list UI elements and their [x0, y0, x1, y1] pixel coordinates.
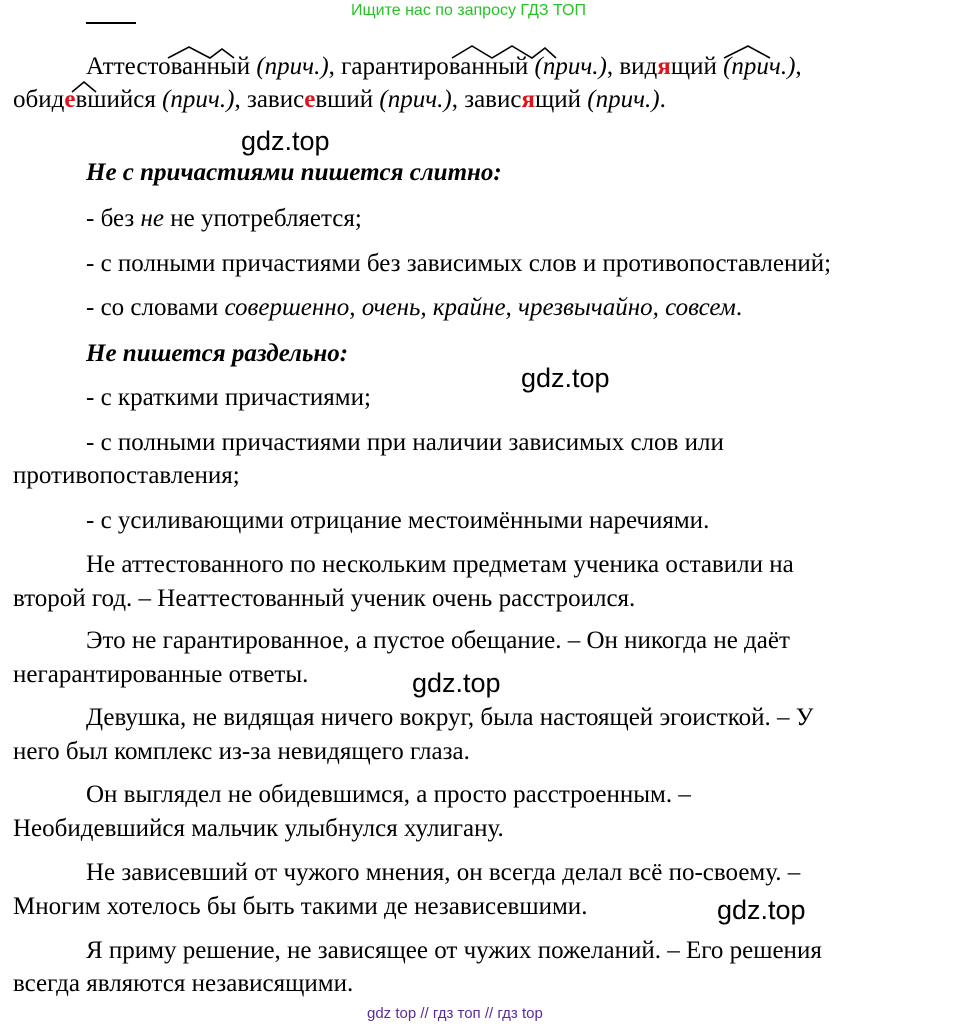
example-line: него был комплекс из-за невидящего глаза.	[13, 738, 470, 765]
rule-title-separate: Не пишется раздельно:	[86, 340, 349, 367]
example-line: Не аттестованного по нескольким предметам ученика оставили на	[86, 551, 794, 578]
highlighted-vowel: е	[304, 86, 316, 113]
rule-item: - с усиливающими отрицание местоимёнными наречиями.	[86, 507, 710, 534]
highlighted-vowel: е	[64, 86, 76, 113]
example-line: второй год. – Неаттестованный ученик очень расстроился.	[13, 585, 636, 612]
rule-item: - с краткими причастиями;	[86, 384, 371, 411]
word-part: завис	[464, 86, 522, 113]
word-part: щий	[535, 86, 582, 113]
watermark: gdz.top	[241, 126, 330, 156]
rule-item: - с полными причастиями при наличии зависимых слов или	[86, 429, 724, 456]
part-label: (прич.)	[587, 86, 660, 113]
word-part: вшийся	[75, 86, 156, 113]
analysis-line-2: обидевшийся (прич.), зависевший (прич.), зависящий (прич.).	[13, 86, 666, 113]
example-line: Не зависевший от чужого мнения, он всегда делал всё по-своему. –	[86, 859, 801, 886]
word-part: завис	[246, 86, 305, 113]
watermark: gdz.top	[412, 668, 501, 698]
rule-item-continued: противопоставления;	[13, 462, 240, 489]
word-part: вший	[315, 86, 374, 113]
highlighted-vowel: я	[657, 53, 671, 80]
watermark: gdz.top	[717, 895, 806, 925]
word-part: вид	[619, 53, 658, 80]
analysis-line-1: Аттестованный (прич.), гарантированный (прич.), видящий (прич.),	[86, 53, 802, 80]
example-line: Многим хотелось бы быть такими де независевшими.	[13, 893, 588, 920]
example-line: Я приму решение, не зависящее от чужих пожеланий. – Его решения	[86, 937, 822, 964]
example-line: всегда являются независящими.	[13, 970, 354, 997]
example-line: Он выглядел не обидевшимся, а просто расстроенным. –	[86, 781, 691, 808]
site-hint: Ищите нас по запросу ГДЗ ТОП	[351, 2, 586, 19]
rule-item: - со словами совершенно, очень, крайне, чрезвычайно, совсем.	[86, 294, 743, 321]
example-line: Это не гарантированное, а пустое обещание. – Он никогда не даёт	[86, 627, 790, 654]
rule-item: - без не не употребляется;	[86, 205, 362, 232]
word: гарантированный	[341, 53, 529, 80]
rule-title-together: Не с причастиями пишется слитно:	[86, 159, 502, 186]
highlighted-vowel: я	[521, 86, 535, 113]
footer: gdz top // гдз топ // гдз top	[367, 1005, 543, 1022]
example-line: негарантированные ответы.	[13, 661, 309, 688]
word-part: щий	[670, 53, 717, 80]
part-label: (прич.)	[162, 86, 235, 113]
watermark: gdz.top	[521, 363, 610, 393]
rule-item: - с полными причастиями без зависимых слов и противопоставлений;	[86, 250, 832, 277]
part-label: (прич.)	[723, 53, 796, 80]
part-label: (прич.)	[534, 53, 607, 80]
part-label: (прич.)	[379, 86, 452, 113]
part-label: (прич.)	[256, 53, 329, 80]
word: Аттестованный	[86, 53, 251, 80]
word-part: обид	[13, 86, 65, 113]
example-line: Необидевшийся мальчик улыбнулся хулигану.	[13, 815, 504, 842]
example-line: Девушка, не видящая ничего вокруг, была настоящей эгоисткой. – У	[86, 704, 814, 731]
